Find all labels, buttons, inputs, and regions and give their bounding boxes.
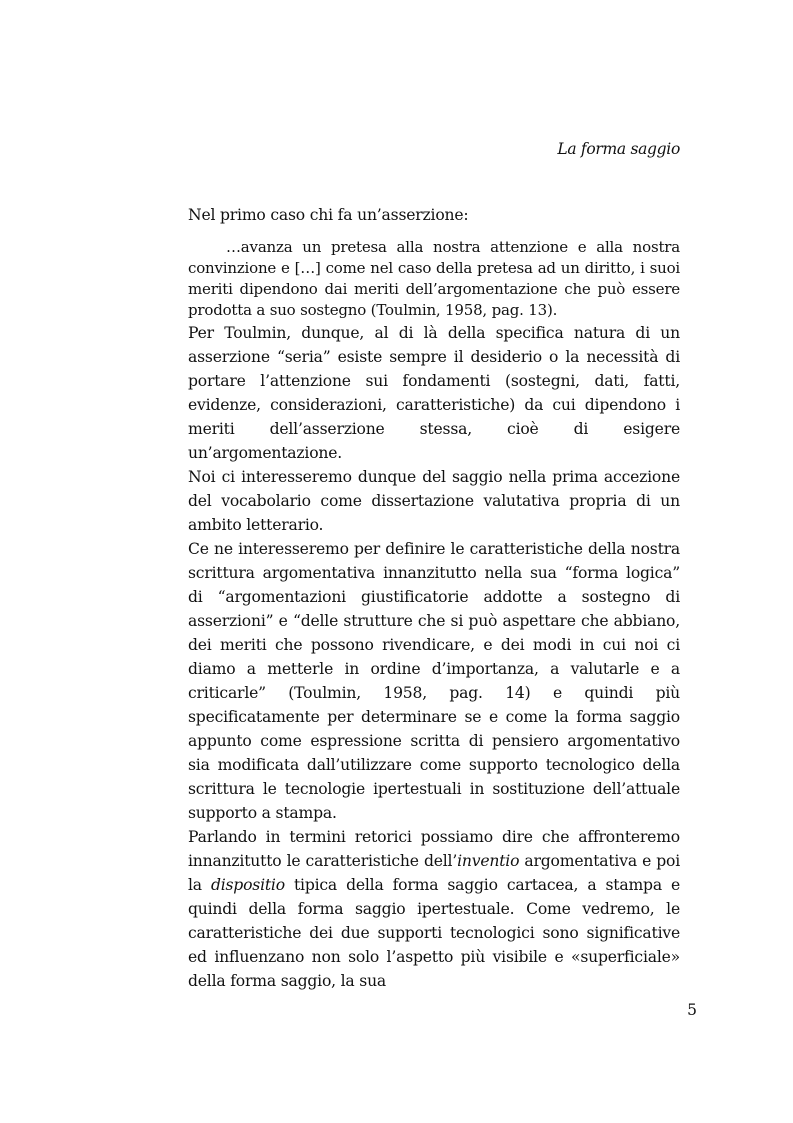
block-quote: …avanza un pretesa alla nostra attenzione e alla nostra convinzione e […] come nel caso della pretesa ad un diritto, i suoi meriti dipendono dai meriti dell’argomentazione che può essere prodotta a suo sostegno (Toulmin, 1958, pag. 13). [188, 238, 680, 319]
paragraph-retorica-text-1: Parlando in termini retorici possiamo dire che affronteremo innanzitutto le caratteristiche dell’ [188, 828, 680, 870]
page-number: 5 [687, 1001, 697, 1019]
intro-paragraph: Nel primo caso chi fa un’asserzione: [188, 206, 469, 224]
term-dispositio: dispositio [210, 876, 285, 894]
running-header: La forma saggio [557, 140, 680, 158]
paragraph-scrittura: Ce ne interesseremo per definire le caratteristiche della nostra scrittura argomentativa innanzitutto nella sua “forma logica” di “argomentazioni giustificatorie addotte a sostegno di asserzioni” e “delle strutture che si può aspettare che abbiano, dei meriti che possono rivendicare, e dei modi in cui noi ci diamo a metterle in ordine d’importanza, a valutarle e a criticarle” (Toulmin, 1958, pag. 14) e quindi più specificatamente per determinare se e come la forma saggio appunto come espressione scritta di pensiero argomentativo sia modificata dall’utilizzare come supporto tecnologico della scrittura le tecnologie ipertestuali in sostituzione dell’attuale supporto a stampa. [188, 540, 680, 822]
paragraph-saggio: Noi ci interesseremo dunque del saggio nella prima accezione del vocabolario come dissertazione valutativa propria di un ambito letterario. [188, 468, 680, 534]
page-body [188, 203, 680, 993]
paragraph-retorica [188, 825, 680, 993]
paragraph-toulmin: Per Toulmin, dunque, al di là della specifica natura di un asserzione “seria” esiste sempre il desiderio o la necessità di portare l’attenzione sui fondamenti (sostegni, dati, fatti, evidenze, considerazioni, caratteristiche) da cui dipendono i meriti dell’asserzione stessa, cioè di esigere un’argomentazione. [188, 324, 680, 462]
paragraph-retorica-text-3: tipica della forma saggio cartacea, a stampa e quindi della forma saggio ipertestuale. Come vedremo, le caratteristiche dei due supporti tecnologici sono significative ed influenzano non solo l’aspetto più visibile e «superficiale» della forma saggio, la sua [188, 876, 680, 990]
paragraph-retorica-text-2: argomentativa e poi la [188, 852, 681, 894]
term-inventio: inventio [457, 852, 520, 870]
